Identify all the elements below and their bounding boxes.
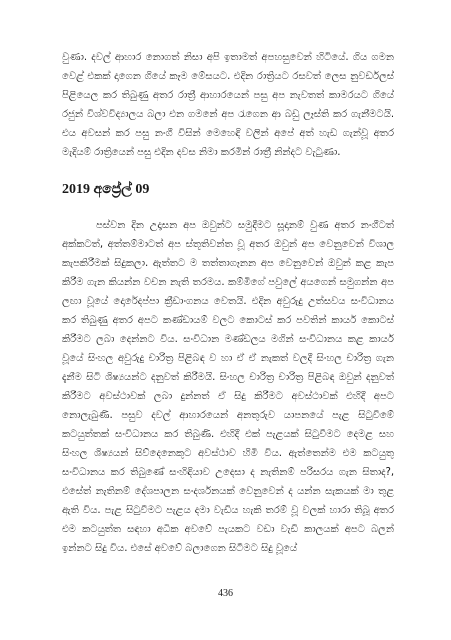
paragraph-1: වුණා. දවල් ආහාර නොගත් නිසා අපි ඉතාමත් අපහසුවෙන් හිටියේ. ගිය ගමන වෙළ් එකක් දාගෙන ගියේ කෑම මේසයට. එදින රාත්‍රියට රසවත් ලෙස නුවර්ඩලස් පිළියෙල කර තිබුණු අතර රාත්‍රී ආහාරයෙන් පසු අප නැවතත් කාමරයට ගියේ රජුන් විශ්වවිද්‍යාලය බලා එන ගමනේ අප රැගෙන ආ බඩු ලෑස්ති කර ගැනීමටයි. එය අවසන් කර පසු නංගී විසින් මෙහෙඳි වලින් අපේ අත් හැඩ ගැන්වූ අතර මැදියම් රාත්‍රියෙන් පසු එදින දවස නිමා කරමින් රාත්‍රී නින්දට වැටුණා.	[62, 52, 394, 158]
date-heading: 2019 අප්‍රේල් 09	[62, 182, 150, 197]
document-body	[62, 48, 394, 558]
page-number: 436	[218, 588, 233, 599]
paragraph-2: පස්වන දින උදෑසන අප ඔවුන්ට සමුදීමට සූදානම් වුණ අතර නංගීටත් අක්කටත්, අත්තම්මාටත් අප ස්තූතිවන්ත වූ අතර ඔවුන් අප වෙනුවෙන් විශාල කැපකිරීමක් සිදුකලා. ඇත්තට ම තත්තාගෑනන අප වෙනුවෙන් ඔවුන් කළ කැප කිරීම ගැන කියන්න වචන නැති තරමය. කම්මිගේ පවුලේ අයගෙන් සමුගන්න අප ලඟා වූයේ දොරේදප්පා ක්‍රීඩාංගනය වෙතයි. එදින අවුරුදු උත්සවය සංවිධානය කර තිබුණු අතර අපට කණ්ඩායම් වලට කොටස් කර පවතින් කාර්ය කොටස් කිරීමට ලබා දෙන්නට විය. සංවිධාන මණ්ඩලය මගින් සංවිධානය කළ කාර්ය වූයේ සිංහල අවුරුදු චාරිත්‍ර පිළිබඳ ව හා ඒ ඒ නැකත් වලදී සිංහල චාරිත්‍ර ගැන දැනීම සිටි ශිෂ්‍යයන්ට දනුවත් කිරීමයි. සිංහල චාරිත්‍ර චාරිත්‍ර පිළිබඳ ඔවුන් දනුවත් කිරීමට අවස්ථාවක් ලබා දුන්නත් ඒ සිදු කිරීමට අවස්ථාවක් එහිදී අපට නොලැබුණි. පසුව දවල් ආහාරයෙන් අනතුරුව යාපනයේ පැළ සිටුවීමේ කටයුත්තක් සංවිධානය කර තිබුණි. එහිදී එක් පැළයක් සිටුවීමට දෙමළ සහ සිංහල ශිෂ්‍යයන් සිව්දෙනෙකුට අවස්ථාව හිමි විය. ඇත්තෙන්ම එම කටයුතු සංවිධානය කර තිබුණේ සංහිඳියාව උදෙසා ද නැතිනම් පරිසරය ගැන සිතාද?, එසේත් නැතිනම් දේශපාලන සංදර්ශනයක් වෙනුවෙන් ද යන්න සැකයක් මා තුළ ඇති විය. පැළ සිටුවීමට පැළය දමා වැඩිය හැකි තරම් වූ වලක් හාරා තිබූ අතර එම කටයුත්ත සඳහා අධික අවවේ පැයකට වඩා වැඩි කාලයක් අපට බලන් ඉන්නට සිදු විය. එසේ අවවේ බලාගෙන සිටීමට සිදු වූයේ	[62, 220, 394, 554]
